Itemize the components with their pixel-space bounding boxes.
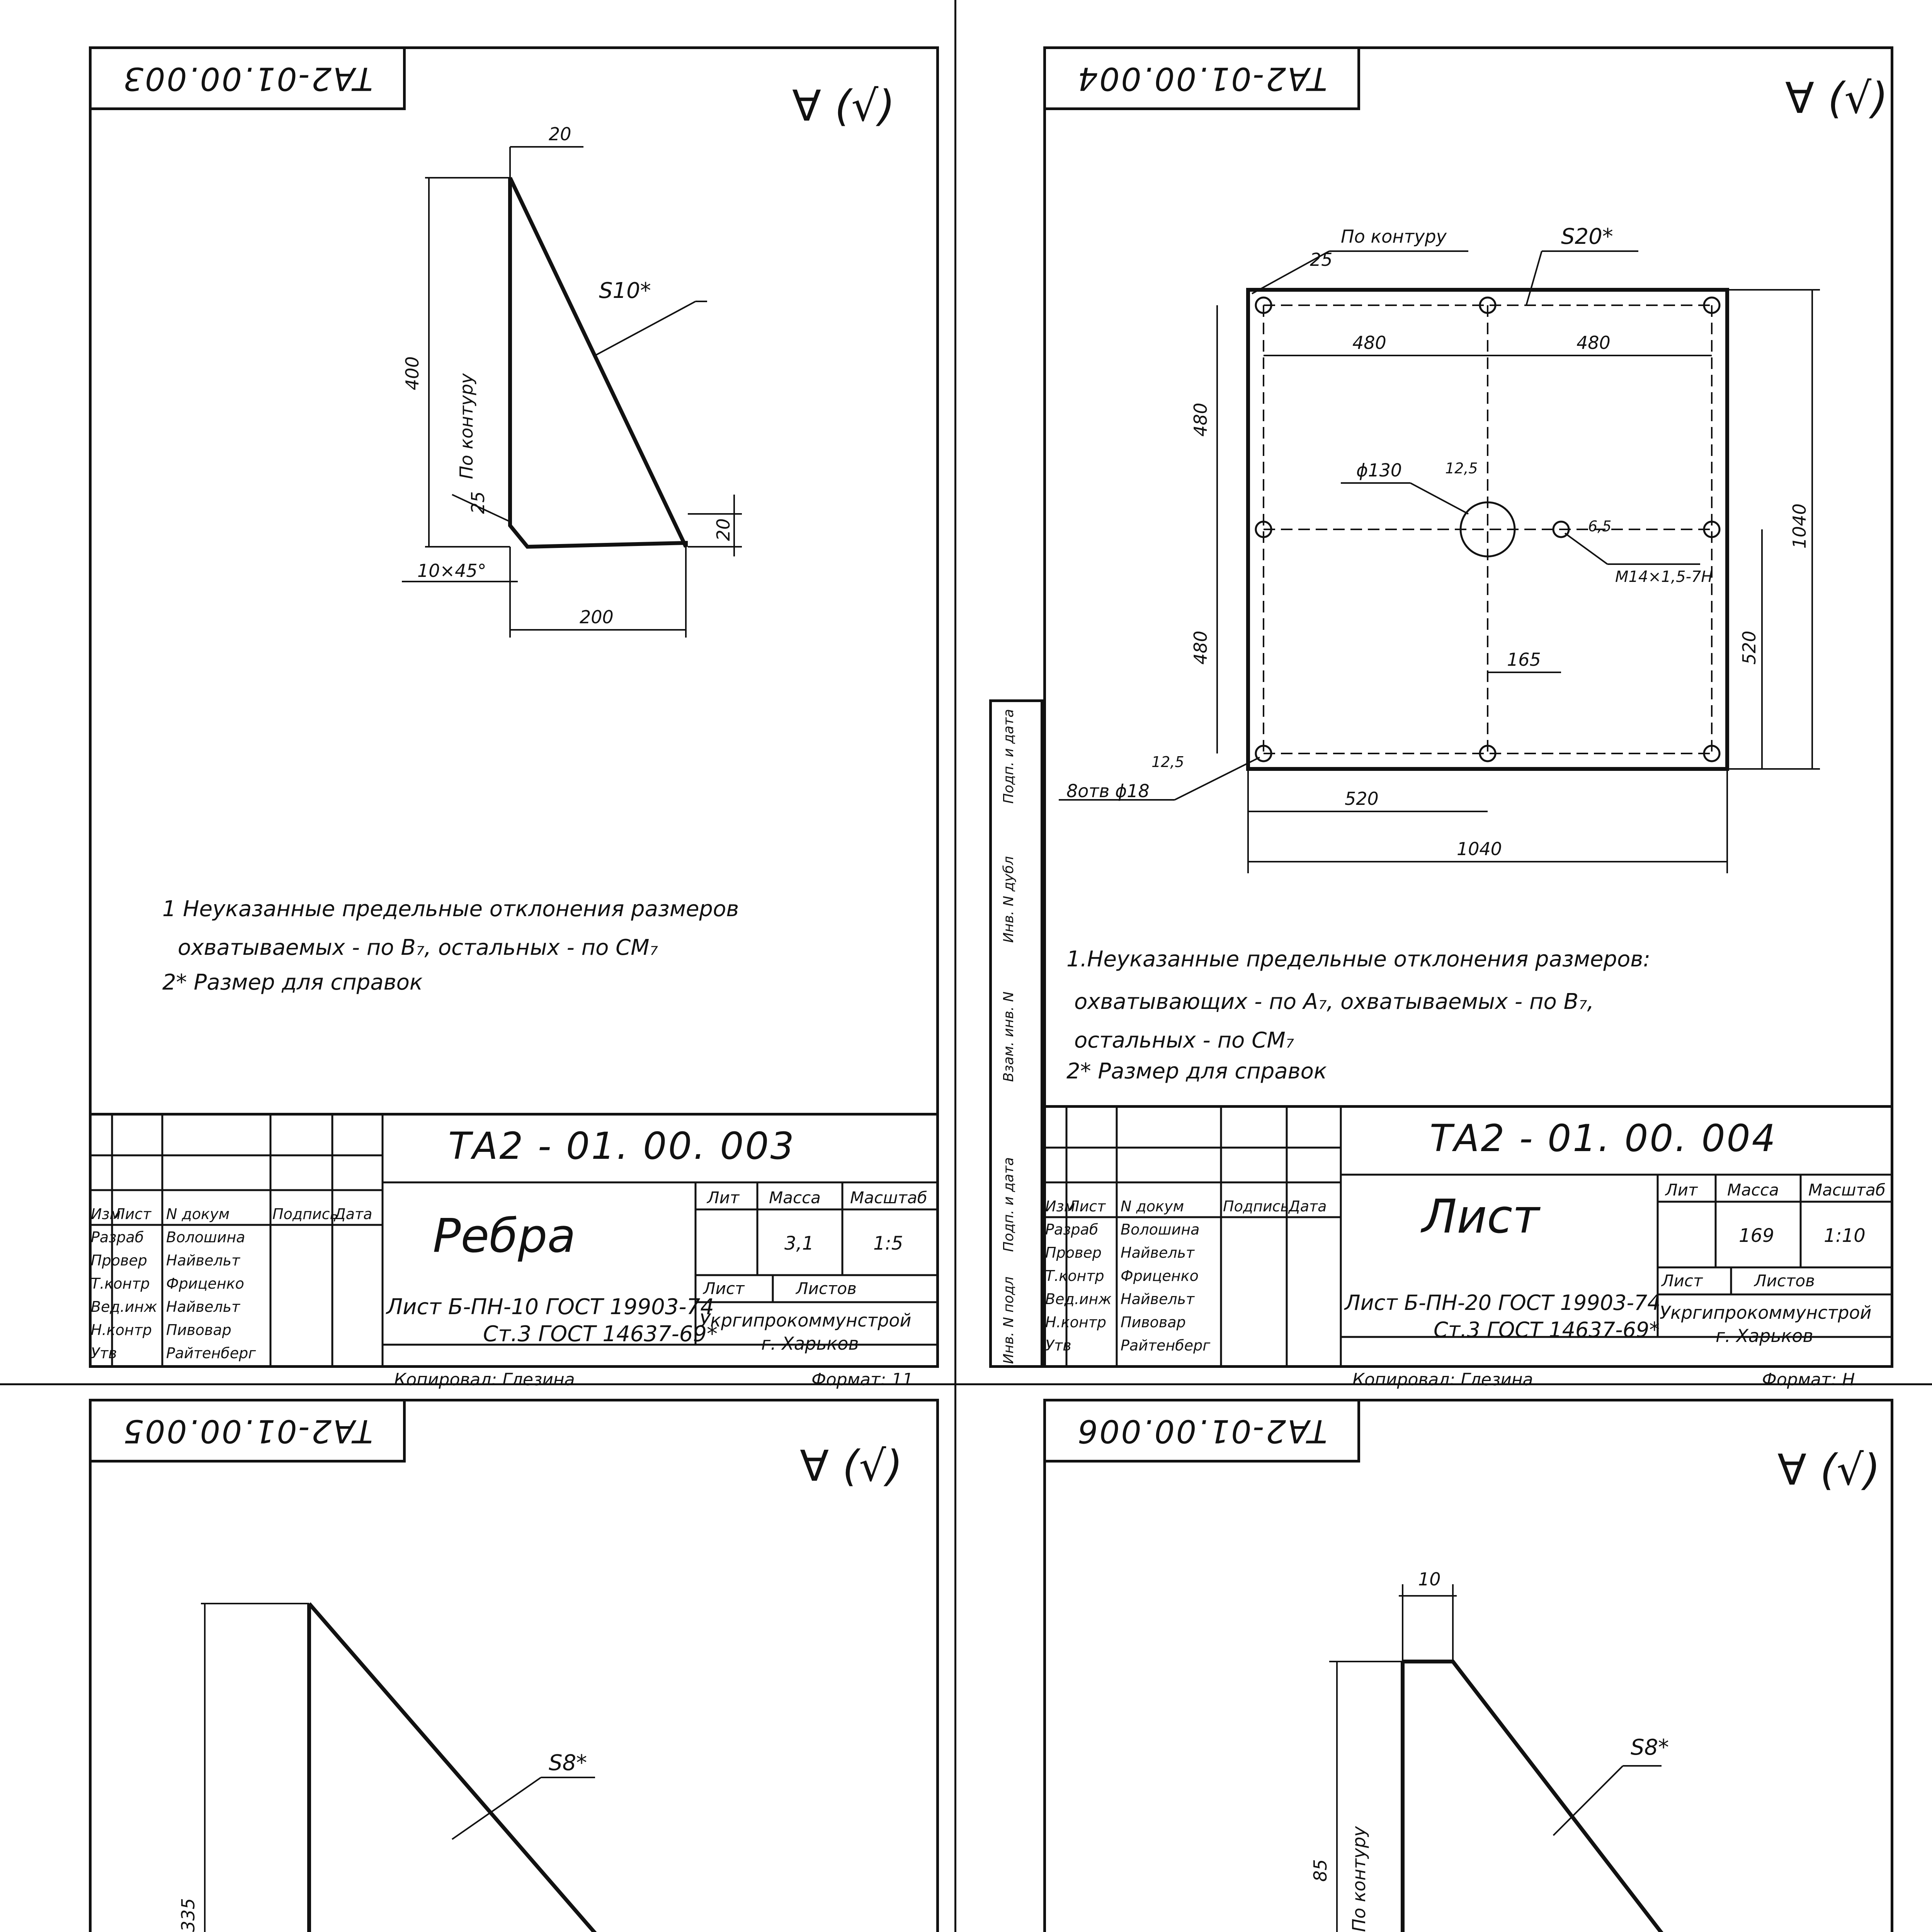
sheet-003-role-2: Т.контр xyxy=(91,1275,150,1292)
sheet-004-person-1: Найвельт xyxy=(1121,1244,1195,1261)
sheet-004-holes: 8отв ϕ18 xyxy=(1066,781,1150,801)
sheet-003-role-3: Вед.инж xyxy=(91,1298,157,1315)
sheet-004-material-2: Ст.3 ГОСТ 14637-69* xyxy=(1434,1318,1660,1342)
sheet-003-title-code: ТА2 - 01. 00. 003 xyxy=(448,1124,796,1168)
sheet-004-offset: 165 xyxy=(1507,649,1541,670)
sheet-004-lbl-lit: Лит xyxy=(1665,1180,1698,1199)
sheet-006-thickness: S8* xyxy=(1631,1735,1669,1760)
sheet-003-lbl-scale: Масштаб xyxy=(850,1188,927,1207)
sheet-004-weld: 25 xyxy=(1310,249,1333,270)
sheet-003-lbl-list: Лист xyxy=(114,1206,151,1223)
sheet-004-thickness: S20* xyxy=(1561,224,1613,249)
sheet-004-side-3: Инв. N дубл xyxy=(1001,856,1017,943)
sheet-004-person-2: Фриценко xyxy=(1121,1267,1199,1284)
sheet-005-thickness: S8* xyxy=(549,1750,587,1776)
sheet-004-person-3: Найвельт xyxy=(1121,1291,1195,1308)
sheet-004-dim-v1: 480 xyxy=(1190,403,1211,437)
sheet-003-lbl-lit: Лит xyxy=(707,1188,740,1207)
sheet-003-dim-height: 400 xyxy=(402,356,423,390)
sheet-004-city: г. Харьков xyxy=(1716,1325,1813,1346)
sheet-004-note-2: охватывающих - по A₇, охватываемых - по B₇, xyxy=(1074,989,1594,1014)
sheet-004-side-4: Подп. и дата xyxy=(1001,709,1017,804)
sheet-003-person-3: Найвельт xyxy=(166,1298,240,1315)
sheet-006-dim-height: 85 xyxy=(1310,1859,1331,1882)
sheet-005-doc-stamp: TA2-01.00.005 xyxy=(89,1399,406,1463)
sheet-003-roughness: ∀ (√) xyxy=(792,81,895,131)
sheet-004-role-4: Н.контр xyxy=(1045,1314,1106,1331)
sheet-003-note-3: 2* Размер для справок xyxy=(162,970,423,995)
sheet-004-person-4: Пивовар xyxy=(1121,1314,1186,1331)
sheet-004-lbl-sheet: Лист xyxy=(1662,1271,1703,1290)
sheet-003-person-0: Волошина xyxy=(166,1229,245,1246)
sheet-004-dim-1040h: 1040 xyxy=(1457,838,1502,859)
sheet-004-side-2: Взам. инв. N xyxy=(1001,992,1017,1082)
sheet-004-lbl-mass: Масса xyxy=(1727,1180,1779,1199)
sheet-003-dim-top: 20 xyxy=(549,124,571,145)
sheet-004-dim-520v: 520 xyxy=(1739,631,1760,665)
sheet-004-name: Лист xyxy=(1422,1190,1540,1244)
sheet-003-dim-bottom: 200 xyxy=(580,607,614,628)
sheet-003-org: Укргипрокоммунстрой xyxy=(699,1310,912,1331)
sheet-004-hole: ϕ130 xyxy=(1356,460,1402,481)
sheet-003-contour: По контуру xyxy=(456,373,477,479)
sheet-003-scale: 1:5 xyxy=(873,1233,903,1254)
sheet-003-name: Ребра xyxy=(433,1209,576,1263)
sheet-004-roughness: ∀ (√) xyxy=(1785,73,1888,123)
sheet-004-scale: 1:10 xyxy=(1824,1225,1866,1247)
sheet-003-lbl-sheet: Лист xyxy=(703,1279,745,1298)
sheet-003-dim-thickness: S10* xyxy=(599,278,651,303)
sheet-003-lbl-podp: Подпись xyxy=(272,1206,338,1223)
sheet-004-dim-d2: 480 xyxy=(1577,332,1611,353)
sheet-004-person-0: Волошина xyxy=(1121,1221,1200,1238)
sheet-006-roughness: ∀ (√) xyxy=(1777,1445,1881,1495)
sheet-003-person-2: Фриценко xyxy=(166,1275,244,1292)
sheet-004-lbl-izm: Изм xyxy=(1045,1198,1075,1215)
sheet-003-dim-chamfer: 10×45° xyxy=(417,560,486,581)
sheet-004-doc-stamp: TA2-01.00.004 xyxy=(1043,46,1360,110)
sheet-004-side-0: Инв. N подл xyxy=(1001,1276,1017,1364)
sheet-003-doc-stamp: TA2-01.00.003 xyxy=(89,46,406,110)
sheet-004-lbl-list: Лист xyxy=(1068,1198,1106,1215)
sheet-005-dim-height: 335 xyxy=(178,1898,199,1932)
sheet-003-role-1: Провер xyxy=(91,1252,147,1269)
sheet-004-radius: 12,5 xyxy=(1445,460,1478,477)
sheet-004-note-1: 1.Неуказанные предельные отклонения размеров: xyxy=(1066,947,1651,972)
sheet-003-note-2: охватываемых - по B₇, остальных - по CM₇ xyxy=(178,935,658,960)
sheet-003-lbl-ndok: N докум xyxy=(166,1206,230,1223)
sheet-004-org: Укргипрокоммунстрой xyxy=(1660,1302,1872,1323)
sheet-004-depth: 6,5 xyxy=(1588,518,1612,535)
sheet-004-mass: 169 xyxy=(1739,1225,1774,1247)
sheet-003-person-5: Райтенберг xyxy=(166,1345,256,1362)
sheet-004-role-0: Разраб xyxy=(1045,1221,1099,1238)
sheet-003-mass: 3,1 xyxy=(784,1233,814,1254)
sheet-004-role-1: Провер xyxy=(1045,1244,1102,1261)
sheet-004-note-4: 2* Размер для справок xyxy=(1066,1059,1327,1084)
sheet-006-dim-top: 10 xyxy=(1418,1569,1441,1590)
sheet-003-lbl-mass: Масса xyxy=(769,1188,821,1207)
sheet-004-title-code: ТА2 - 01. 00. 004 xyxy=(1430,1117,1777,1160)
sheet-004-format: Формат: Н xyxy=(1762,1370,1855,1389)
sheet-003-dim-right: 20 xyxy=(713,518,734,541)
sheet-004-role-2: Т.контр xyxy=(1045,1267,1104,1284)
sheet-004-copied-by: Копировал: Глезина xyxy=(1352,1370,1533,1389)
sheet-003-role-0: Разраб xyxy=(91,1229,144,1246)
sheet-004-dim-v2: 480 xyxy=(1190,631,1211,665)
sheet-003-material-2: Ст.3 ГОСТ 14637-69* xyxy=(483,1321,718,1347)
sheet-005-roughness: ∀ (√) xyxy=(800,1441,903,1491)
sheet-004-person-5: Райтенберг xyxy=(1121,1337,1211,1354)
sheet-004-thread: M14×1,5-7H xyxy=(1615,568,1713,586)
sheet-004-lbl-scale: Масштаб xyxy=(1808,1180,1886,1199)
sheet-004-lbl-data: Дата xyxy=(1289,1198,1327,1215)
sheet-004-role-5: Утв xyxy=(1045,1337,1071,1354)
sheet-003-weld: 25 xyxy=(468,491,488,514)
sheet-003-format: Формат: 11 xyxy=(811,1370,913,1389)
sheet-004-dim-d1: 480 xyxy=(1352,332,1386,353)
sheet-003-role-5: Утв xyxy=(91,1345,117,1362)
sheet-003-material-1: Лист Б-ПН-10 ГОСТ 19903-74 xyxy=(386,1294,714,1320)
sheet-003-person-1: Найвельт xyxy=(166,1252,240,1269)
sheet-006-doc-stamp: TA2-01.00.006 xyxy=(1043,1399,1360,1463)
sheet-003-city: г. Харьков xyxy=(761,1333,859,1354)
sheet-003-note-1: 1 Неуказанные предельные отклонения размеров xyxy=(162,896,739,922)
sheet-004-lbl-sheets: Листов xyxy=(1754,1271,1815,1290)
sheet-004-lbl-ndok: N докум xyxy=(1121,1198,1184,1215)
sheet-004-radius-2: 12,5 xyxy=(1151,753,1184,770)
sheet-004-material-1: Лист Б-ПН-20 ГОСТ 19903-74 xyxy=(1345,1291,1661,1315)
sheet-004-dim-1040v: 1040 xyxy=(1789,503,1810,549)
sheet-004-side-1: Подп. и дата xyxy=(1001,1157,1017,1252)
sheet-004-role-3: Вед.инж xyxy=(1045,1291,1112,1308)
sheet-004-dim-520h: 520 xyxy=(1345,788,1379,809)
sheet-003-role-4: Н.контр xyxy=(91,1321,152,1338)
sheet-004-lbl-podp: Подпись xyxy=(1223,1198,1289,1215)
sheet-003-person-4: Пивовар xyxy=(166,1321,231,1338)
sheet-003-copied-by: Копировал: Глезина xyxy=(394,1370,575,1389)
sheet-004-contour: По контуру xyxy=(1341,226,1447,247)
sheet-003-lbl-sheets: Листов xyxy=(796,1279,857,1298)
sheet-003-lbl-izm: Изм xyxy=(91,1206,121,1223)
sheet-003-lbl-data: Дата xyxy=(334,1206,372,1223)
sheet-004-note-3: остальных - по CM₇ xyxy=(1074,1028,1294,1053)
sheet-006-contour: По контуру xyxy=(1349,1826,1369,1932)
